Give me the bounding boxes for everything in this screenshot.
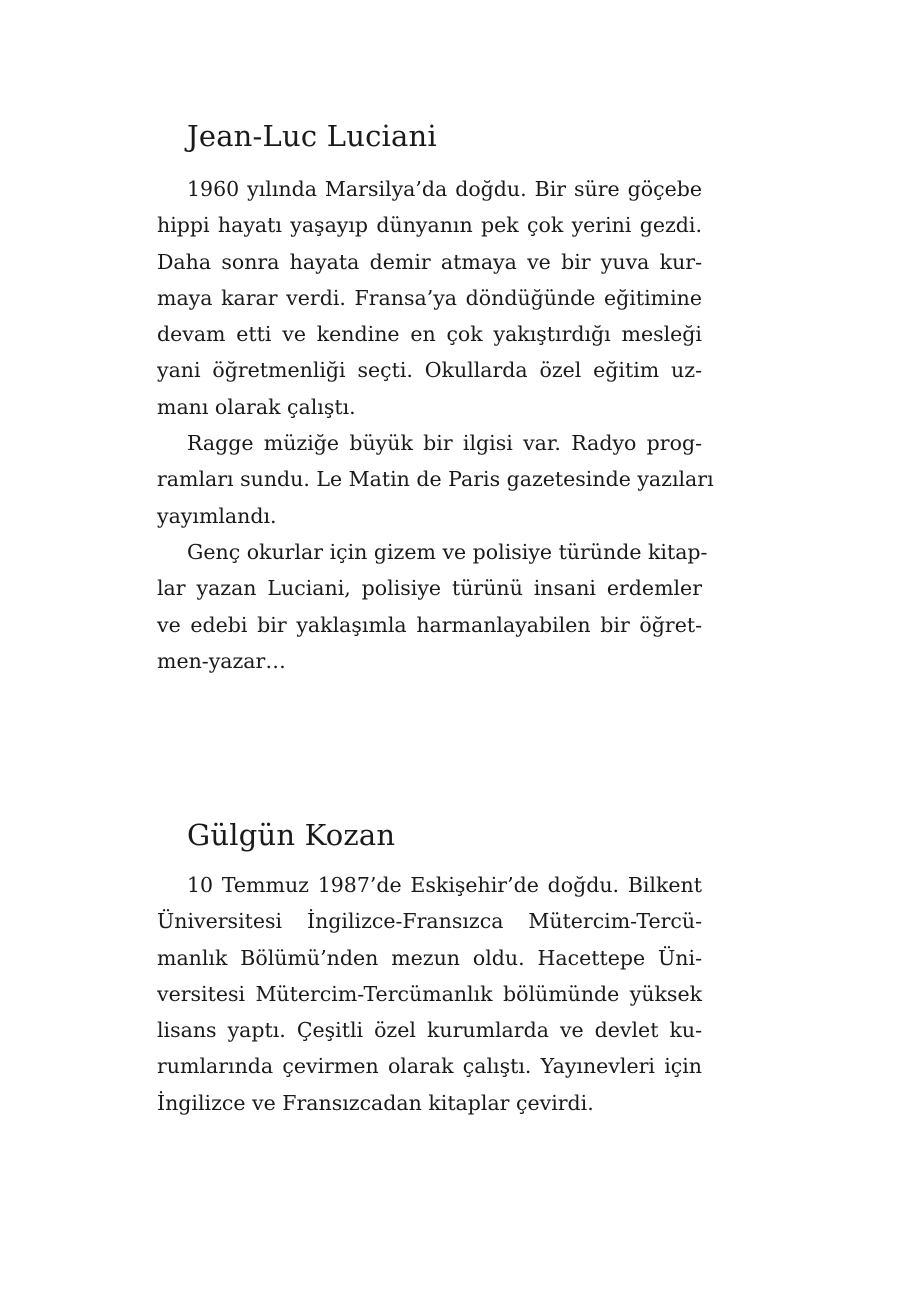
text-line: Genç okurlar için gizem ve polisiye türünde kitap- xyxy=(187,539,708,564)
text-line: manlık Bölümü’nden mezun oldu. Hacettepe Üni- xyxy=(157,945,702,970)
bio-paragraph xyxy=(157,534,708,679)
text-line: lisans yaptı. Çeşitli özel kurumlarda ve devlet ku- xyxy=(157,1018,702,1043)
text-line: Ragge müziğe büyük bir ilgisi var. Radyo prog- xyxy=(187,431,702,456)
text-line: men-yazar… xyxy=(157,648,286,673)
text-line: maya karar verdi. Fransa’ya döndüğünde eğitimine xyxy=(157,285,702,310)
author-bio-section xyxy=(157,116,714,679)
text-line: 10 Temmuz 1987’de Eskişehir’de doğdu. Bilkent xyxy=(187,873,702,897)
text-line: rumlarında çevirmen olarak çalıştı. Yayınevleri için xyxy=(157,1054,702,1079)
text-line: devam etti ve kendine en çok yakıştırdığı mesleği xyxy=(157,322,702,347)
text-line: ramları sundu. Le Matin de Paris gazetesinde yazıları xyxy=(157,467,714,492)
bio-paragraph xyxy=(157,425,714,534)
text-line: Üniversitesi İngilizce-Fransızca Mütercim-Tercü- xyxy=(157,909,702,934)
text-line: versitesi Mütercim-Tercümanlık bölümünde yüksek xyxy=(157,981,702,1006)
text-line: hippi hayatı yaşayıp dünyanın pek çok yerini gezdi. xyxy=(157,213,702,238)
bio-paragraph xyxy=(157,867,702,1121)
bio-paragraph xyxy=(157,171,702,425)
text-line: ve edebi bir yaklaşımla harmanlayabilen bir öğret- xyxy=(157,612,702,637)
text-line: yayımlandı. xyxy=(157,503,277,528)
translator-name: Gülgün Kozan xyxy=(187,818,396,852)
author-name: Jean-Luc Luciani xyxy=(187,119,437,153)
text-line: 1960 yılında Marsilya’da doğdu. Bir süre göçebe xyxy=(187,177,702,201)
text-line: yani öğretmenliği seçti. Okullarda özel eğitim uz- xyxy=(157,358,702,383)
text-line: İngilizce ve Fransızcadan kitaplar çevirdi. xyxy=(157,1090,594,1115)
text-line: manı olarak çalıştı. xyxy=(157,394,356,419)
text-line: lar yazan Luciani, polisiye türünü insani erdemler xyxy=(157,576,702,601)
text-line: Daha sonra hayata demir atmaya ve bir yuva kur- xyxy=(157,249,702,274)
translator-bio-section xyxy=(157,815,702,1121)
